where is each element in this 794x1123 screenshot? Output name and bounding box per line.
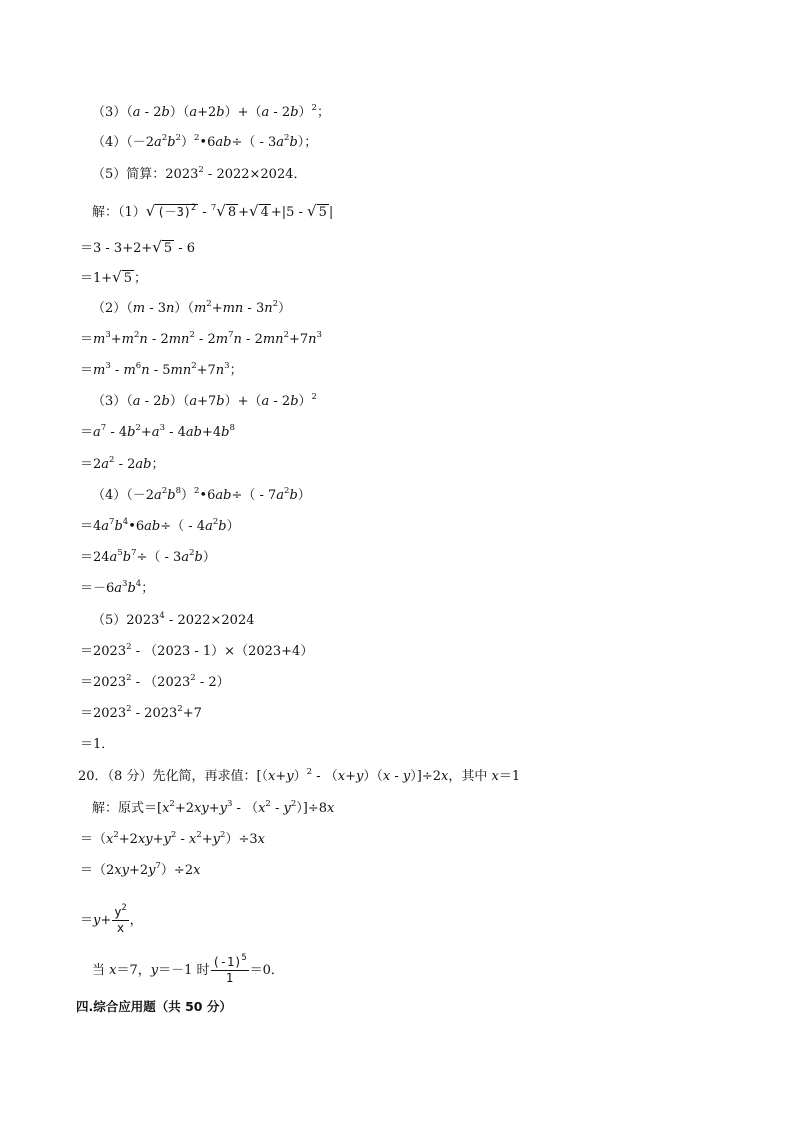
solution-4-step-2: $=24a^5b^7\div( - 3a^2b)$ [80, 547, 216, 565]
question-20-step-3: ＝y+ $\frac{y^2}{x}$ ， [80, 903, 143, 935]
sqrt-symbol: √ $(-3)^2$ [145, 202, 197, 220]
solution-5-header: （5）2023$^4$ - 2022×2024 [92, 610, 255, 628]
solution-2-step-1: $=m^3+m^2n - 2mn^2 - 2m^7n - 2mn^2+7n^3$ [80, 329, 322, 347]
solution-1-step-1: ＝3 - 3+2+√ 5 - 6 [80, 238, 196, 256]
question-20-solution-start: 解：原式$=[x^2+2xy+y^3 - (x^2 - y^2)]\div 8x$ [92, 798, 335, 816]
question-20-statement: 20．（8 分）先化简，再求值：$[(x+y)^2 - (x+y)(x - y)]\div 2x$，其中 x＝1 [78, 766, 521, 784]
solution-3-result: $=2a^2 - 2ab$； [80, 454, 165, 472]
solution-2-header: $(2)(m - 3n)(m^2+mn - 3n^2)$ [92, 298, 292, 316]
fraction-y2-over-x: $\frac{y^2}{x}$ [114, 903, 127, 935]
solution-4-result: $=-6a^3b^4$； [80, 578, 155, 596]
solution-4-header: $(4)(-2a^2b^8)^2•6ab\div( - 7a^2b)$ [92, 485, 311, 503]
problem-4-statement: $(4)(-2a^2b^2)^2•6ab\div( - 3a^2b)$； [92, 132, 318, 150]
problem-5-statement: （5）简算：2023$^2$ - 2022×2024． [92, 164, 307, 182]
solution-5-step-1: $=2023^2 - (2023 - 1)\times(2023+4)$ [80, 641, 314, 659]
solution-2-result: $=m^3 - m^6n - 5mn^2+7n^3$； [80, 360, 243, 378]
solution-3-header: （3）（a - 2b）（a+7b）+（a - 2b）$^2$ [92, 391, 317, 409]
fraction-neg1-pow5-over-1: $\frac{(-1)^5}{1}$ [212, 953, 247, 985]
solution-5-step-2: $=2023^2 - (2023^2 - 2)$ [80, 672, 230, 690]
question-20-evaluation: 当 x＝7，y＝－1 时 $\frac{(-1)^5}{1}$ ＝0． [92, 953, 284, 985]
solution-1-result: ＝1+√ 5 ； [80, 268, 148, 286]
solution-5-result: ＝1． [80, 737, 115, 752]
section-4-heading: 四.综合应用题（共 50 分） [76, 999, 232, 1014]
question-20-step-2: $=(2xy+2y^7)\div 2x$ [80, 860, 201, 878]
problem-3-statement: （3）（a - 2b）（a+2b）+（a - 2b）$^2$； [92, 102, 330, 120]
solution-4-step-1: $=4a^7b^4•6ab\div( - 4a^2b)$ [80, 516, 240, 534]
solution-3-step-1: $=a^7 - 4b^2+a^3 - 4ab+4b^8$ [80, 422, 235, 440]
solution-5-step-3: $=2023^2 - 2023^2+7$ [80, 703, 202, 721]
solution-1-header: 解：（1）√ $(-3)^2 - ^7√$ 8 +√ 4 +|5 - √ 5 | [92, 202, 334, 220]
question-20-step-1: $=(x^2+2xy+y^2 - x^2+y^2)\div 3x$ [80, 829, 265, 847]
